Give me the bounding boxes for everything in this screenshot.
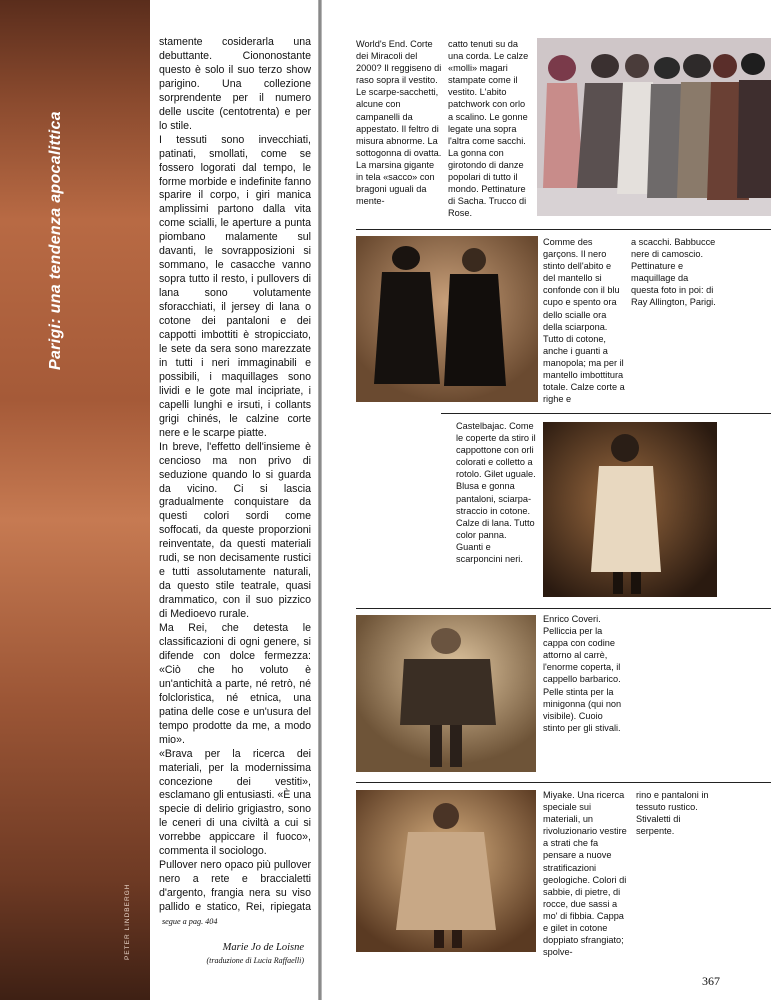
photo-credit: PETER LINDBERGH (124, 883, 131, 960)
section-title: Parigi: una tendenza apocalittica (47, 111, 64, 370)
photo-illustration (356, 615, 536, 772)
translator-credit: (traduzione di Lucia Raffaelli) (206, 956, 304, 965)
caption-coveri: Enrico Coveri. Pelliccia per la cappa con codine attorno al carrè, l'enorme coperta, il cappello barbarico. Pelle stinta per la minigonna (qui non visibile). Cuoio stinto per gli stivali. (543, 614, 622, 733)
decorative-color-band (0, 0, 150, 1000)
photo-illustration (356, 790, 536, 952)
photo-illustration (543, 422, 717, 597)
section-divider (356, 229, 771, 230)
caption-miyake-part1: Miyake. Una ricerca speciale sui materiali, un rivoluzionario vestire a strati che fa pensare a nuove stratificazioni geologiche. Colori di sabbie, di pietre, di rocce, due sassi a mo' di fibbia. Cappa e gilet in cotone doppiato sfrangiato; spolve- (543, 790, 627, 958)
section-divider (441, 413, 771, 414)
article-paragraph: «Brava per la ricerca dei materiali, per la modernissima concezione dei vestiti», esclamano gli entusiasti. «È una specie di delirio grigiastro, sono le ceneri di una civiltà a cui si vorrebbe appiccare il fuoco», commenta il sociologo. (159, 747, 311, 858)
photo-illustration (537, 38, 771, 216)
photo-enrico-coveri (356, 615, 536, 772)
section-divider (356, 782, 771, 783)
article-paragraph: I tessuti sono invecchiati, patinati, smollati, come se fossero logorati dal tempo, le forme morbide e indefinite fanno sparire il corpo, i giri manica amplissimi partono dalla vita come scialli, le aperture a punta piombano malamente sul davanti, le sovrapposizioni si sommano, le casacche vanno sopra tutto il resto, i pullovers di lana sono volutamente sforacchiati, il jersey di lana o cotone dei pantaloni e dei cappotti imbottiti è stropicciato, le sete da sera sono marezzate in tutti i neri immaginabili e possibili, i maquillages sono lividi e le gote mal incipriate, i capelli lunghi e irsuti, i collants grigi chinés, le calzine corte nere e le scarpe piatte. (159, 133, 311, 439)
photo-miyake (356, 790, 536, 952)
caption-worlds-end-part2: catto tenuti su da una corda. Le calze «molli» magari stampate come il vestito. L'abito patchwork con orlo a scalino. Le gonne legate una sopra l'altra come sacchi. La gonna con girotondo di danze popolari di tutto il mondo. Pettinature di Sacha. Trucco di Rose. (448, 39, 529, 219)
page-number: 367 (702, 974, 720, 988)
caption-comme-part2: a scacchi. Babbucce nere di camoscio. Pettinature e maquillage da questa foto in poi: di Ray Allington, Parigi. (631, 237, 716, 308)
continued-note[interactable]: segue a pag. 404 (161, 917, 218, 927)
photo-castelbajac (543, 422, 717, 597)
author-name: Marie Jo de Loisne (222, 942, 304, 953)
left-page (0, 0, 318, 1000)
photo-comme-des-garcons (356, 236, 538, 402)
article-paragraph-last (159, 859, 311, 929)
caption-worlds-end-part1: World's End. Corte dei Miracoli del 2000? Il reggiseno di raso sopra il vestito. Le scarpe-sacchetti, alcune con campanelli da appestato. Il feltro di misura abnorme. La sottogonna di ovatta. La marsina gigante in tela «sacco» con bragoni uguali da mente- (356, 39, 442, 207)
article-paragraph: stamente cosiderarla una debuttante. Ciononostante questo è solo il suo terzo show parigino. Una collezione sorprendente per il numero delle uscite (centotrenta) e per lo stile. (159, 36, 311, 132)
caption-comme-part1: Comme des garçons. Il nero stinto dell'abito e del mantello si confonde con il blu cupo e spento ora dello scialle ora della sciarpona. Tutto di cotone, anche i guanti a manopola; ma per il mantello imbottitura totale. Calze corte a righe e (543, 237, 625, 405)
photo-worlds-end-group (537, 38, 771, 216)
page-gutter (318, 0, 322, 1000)
section-divider (356, 608, 771, 609)
article-last-text: Pullover nero opaco più pullover nero a rete e braccialetti d'argento, frangia nera su viso pallido e statico, Rei, ripiegata (159, 859, 311, 914)
article-paragraph: In breve, l'effetto dell'insieme è cencioso ma non privo di seduzione quando lo si guarda da vicino. Ci si lascia gradualmente conquistare da questi colori sordi come soffocati, da queste proporzioni reinventate, da questi materiali rudi, se non decisamente rustici e tutti assolutamente naturali, da questo stile teatrale, quasi drammatico, con il suo pizzico di Medioevo rurale. (159, 440, 311, 621)
caption-miyake-part2: rino e pantaloni in tessuto rustico. Stivaletti di serpente. (636, 790, 709, 837)
article-paragraph: Ma Rei, che detesta le classificazioni di ogni genere, si difende con dolce fermezza: «Ciò che ho voluto è un'antichità a parte, né retrò, né folcloristica, né etnica, una patina delle cose e un'usura del tempo prodotte da me, a modo mio». (159, 622, 311, 746)
article-body (159, 36, 311, 929)
caption-castelbajac: Castelbajac. Come le coperte da stiro il cappottone con orli colorati e colletto a rotolo. Gilet uguale. Blusa e gonna pantaloni, sciarpa-straccio in cotone. Calze di lana. Tutto color panna. Guanti e scarponcini neri. (456, 421, 536, 565)
photo-illustration (356, 236, 538, 402)
